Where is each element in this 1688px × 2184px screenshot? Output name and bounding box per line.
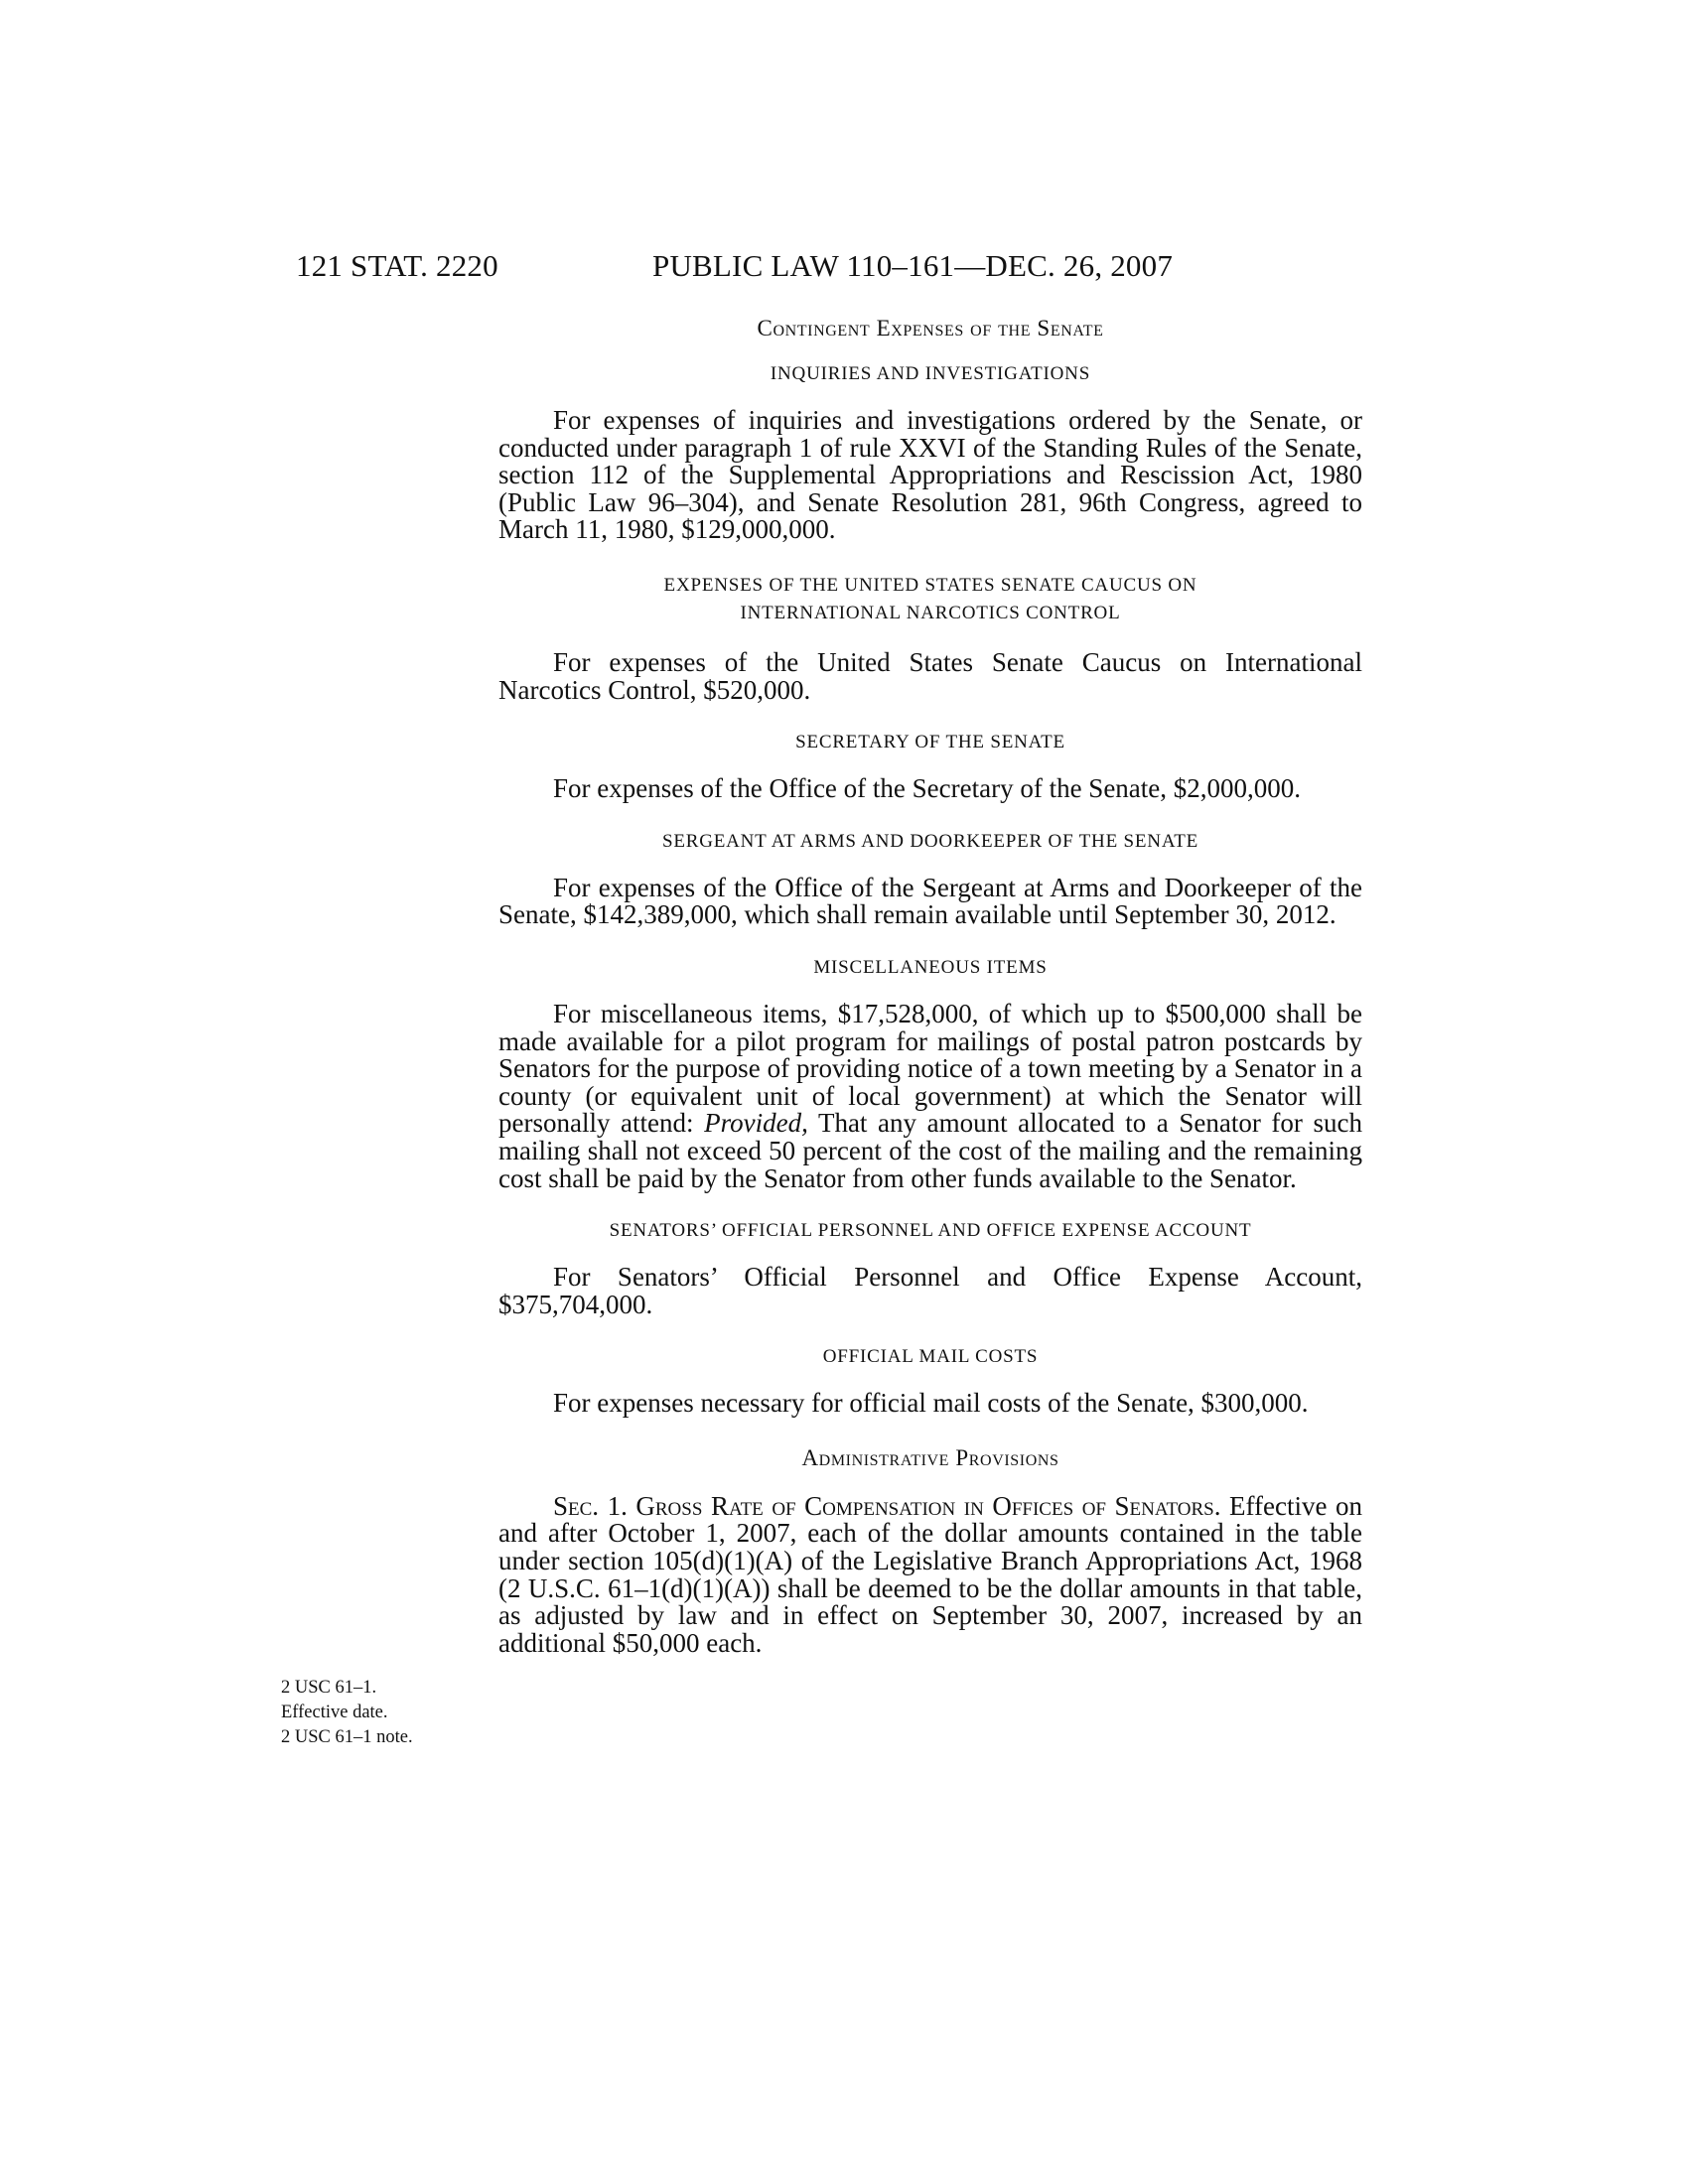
- main-text-column: [498, 316, 1362, 1657]
- paragraph-inquiries: For expenses of inquiries and investigations ordered by the Senate, or conducted under paragraph 1 of rule XXVI of the Standing Rules of the Senate, section 112 of the Supplemental Appropriations and Rescission Act, 1980 (Public Law 96–304), and Senate Resolution 281, 96th Congress, agreed to March 11, 1980, $129,000,000.: [498, 405, 1362, 545]
- paragraph-secretary: For expenses of the Office of the Secretary of the Senate, $2,000,000.: [553, 773, 1302, 804]
- paragraph-sergeant: For expenses of the Office of the Sergeant at Arms and Doorkeeper of the Senate, $142,389,000, which shall remain available until September 30, 2012.: [498, 872, 1362, 930]
- subheading-sergeant: SERGEANT AT ARMS AND DOORKEEPER OF THE SENATE: [661, 830, 1199, 852]
- margin-note-effective-date: Effective date.: [281, 1703, 388, 1722]
- subheading-inquiries: INQUIRIES AND INVESTIGATIONS: [770, 363, 1091, 384]
- paragraph-section-1: [498, 1490, 1362, 1658]
- public-law-reference: PUBLIC LAW 110–161—DEC. 26, 2007: [652, 248, 1174, 283]
- paragraph-narcotics: For expenses of the United States Senate Caucus on International Narcotics Control, $520,000.: [498, 646, 1362, 705]
- margin-notes: [281, 1676, 480, 1750]
- subheading-mail: OFFICIAL MAIL COSTS: [822, 1346, 1039, 1368]
- misc-text-part2: That any amount allocated to a Senator for such mailing shall not exceed 50 percent of the cost of the mailing and the remaining cost shall be paid by the Senator from other funds available to the Senator.: [498, 1108, 1362, 1193]
- subheading-secretary: SECRETARY OF THE SENATE: [795, 732, 1065, 753]
- section-1-text: Effective on and after October 1, 2007, each of the dollar amounts contained in the table under section 105(d)(1)(A) of the Legislative Branch Appropriations Act, 1968 (2 U.S.C. 61–1(d)(1)(A)) shall be deemed to be the dollar amounts in that table, as adjusted by law and in effect on September 30, 2007, increased by an additional $50,000 each.: [498, 1490, 1362, 1658]
- paragraph-miscellaneous: [498, 998, 1362, 1193]
- section-heading-administrative: Administrative Provisions: [801, 1444, 1059, 1470]
- paragraph-personnel: For Senators’ Official Personnel and Office Expense Account, $375,704,000.: [498, 1262, 1362, 1319]
- section-1-title: Sec. 1. Gross Rate of Compensation in Offices of Senators.: [553, 1490, 1221, 1521]
- margin-note-usc: 2 USC 61–1.: [281, 1678, 377, 1698]
- section-heading-contingent-expenses: Contingent Expenses of the Senate: [757, 316, 1104, 341]
- misc-text-part1: For miscellaneous items, $17,528,000, of which up to $500,000 shall be made available for a pilot program for mailings of postal patron postcards by Senators for the purpose of providing notice of a town meeting by a Senator in a county (or equivalent unit of local government) at which the Senator will personally attend:: [498, 998, 1362, 1139]
- margin-note-usc-note: 2 USC 61–1 note.: [281, 1727, 413, 1747]
- page-header: [0, 248, 1688, 288]
- provided-clause: Provided,: [704, 1108, 808, 1139]
- subheading-narcotics: [498, 572, 1362, 627]
- subheading-narcotics-line1: EXPENSES OF THE UNITED STATES SENATE CAUCUS ON: [663, 574, 1197, 596]
- subheading-miscellaneous: MISCELLANEOUS ITEMS: [813, 956, 1048, 978]
- subheading-personnel: SENATORS’ OFFICIAL PERSONNEL AND OFFICE EXPENSE ACCOUNT: [609, 1220, 1252, 1242]
- statute-page-reference: 121 STAT. 2220: [296, 248, 498, 283]
- paragraph-mail: For expenses necessary for official mail costs of the Senate, $300,000.: [553, 1388, 1309, 1419]
- subheading-narcotics-line2: INTERNATIONAL NARCOTICS CONTROL: [740, 602, 1121, 623]
